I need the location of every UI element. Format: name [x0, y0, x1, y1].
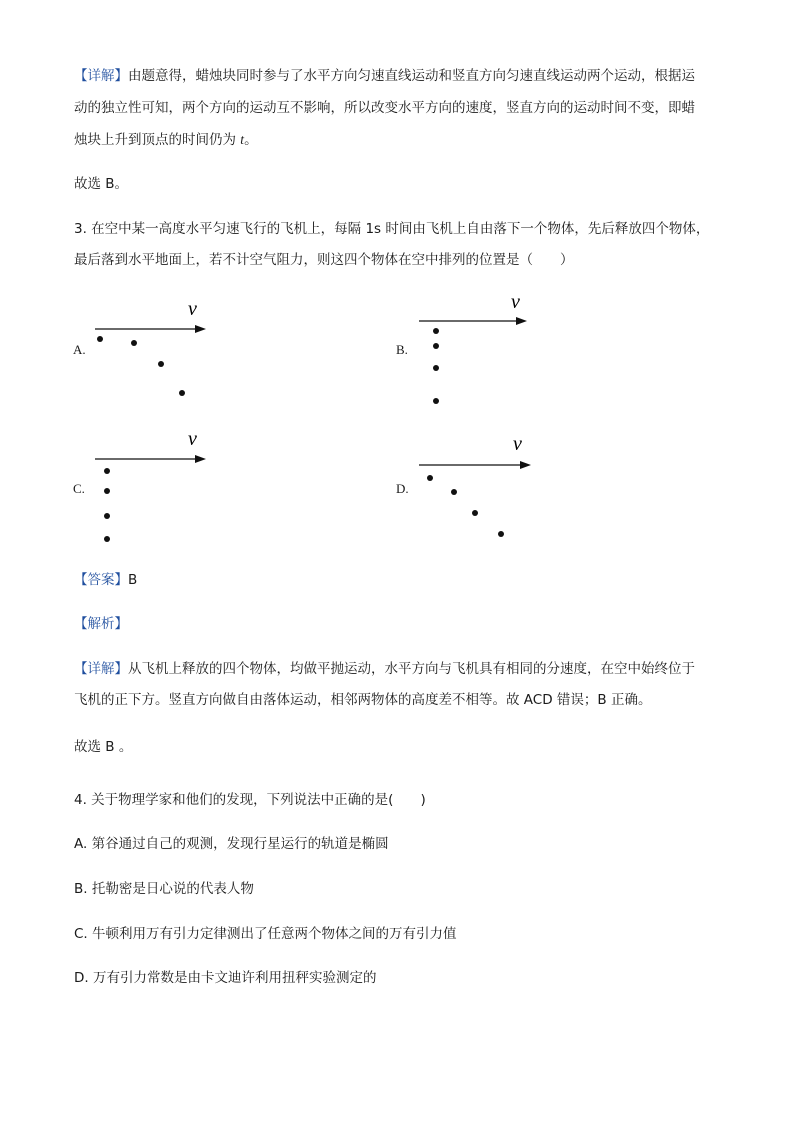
question-4-option-b: B. 托勒密是日心说的代表人物 [74, 881, 254, 897]
velocity-label: v [188, 298, 197, 320]
object-dot [433, 328, 439, 334]
object-dot [104, 536, 110, 542]
question-4-option-c: C. 牛顿利用万有引力定律测出了任意两个物体之间的万有引力值 [74, 926, 457, 942]
question-3-line-2: 最后落到水平地面上，若不计空气阻力，则这四个物体在空中排列的位置是（ ） [74, 252, 574, 268]
question-3-line-1: 3. 在空中某一高度水平匀速飞行的飞机上，每隔 1s 时间由飞机上自由落下一个物体，先后释放四个物体， [74, 221, 710, 237]
figure-a-label: A. [73, 342, 86, 357]
arrow-head-icon [195, 325, 206, 333]
variable-t: t [240, 132, 245, 147]
object-dot [433, 365, 439, 371]
detail-paragraph-1-line-3 [74, 130, 258, 150]
analysis-tag-text: 【解析】 [74, 616, 128, 632]
object-dot [104, 513, 110, 519]
object-dot [433, 343, 439, 349]
object-dot [104, 468, 110, 474]
object-dot [104, 488, 110, 494]
detail-paragraph-1-line-1 [74, 66, 695, 86]
figure-d-label: D. [396, 481, 409, 496]
detail-paragraph-2-line-2: 飞机的正下方。竖直方向做自由落体运动，相邻两物体的高度差不相等。故 ACD 错误；B 正确。 [74, 692, 652, 708]
arrow-head-icon [516, 317, 527, 325]
object-dot [451, 489, 457, 495]
question-4-stem: 4. 关于物理学家和他们的发现，下列说法中正确的是( ) [74, 792, 426, 808]
choice-line-1: 故选 B。 [74, 176, 129, 192]
velocity-label: v [513, 433, 522, 455]
question-4-option-a: A. 第谷通过自己的观测，发现行星运行的轨道是椭圆 [74, 836, 389, 852]
detail-text: 。 [244, 132, 258, 148]
velocity-label: v [188, 428, 197, 450]
answer-value: B [128, 572, 138, 588]
velocity-label: v [511, 291, 520, 313]
detail-text: 从飞机上释放的四个物体，均做平抛运动，水平方向与飞机具有相同的分速度，在空中始终位于 [128, 661, 695, 677]
figure-d [415, 430, 540, 545]
object-dot [97, 336, 103, 342]
object-dot [427, 475, 433, 481]
object-dot [131, 340, 137, 346]
object-dot [179, 390, 185, 396]
detail-paragraph-2-line-1 [74, 659, 695, 679]
figure-c-label: C. [73, 481, 85, 496]
figure-b-label: B. [396, 342, 408, 357]
detail-text: 烛块上升到顶点的时间仍为 [74, 132, 241, 148]
object-dot [158, 361, 164, 367]
arrow-head-icon [520, 461, 531, 469]
choice-line-2: 故选 B 。 [74, 739, 133, 755]
detail-tag: 【详解】 [74, 661, 128, 677]
figure-a [90, 295, 215, 405]
analysis-tag [74, 614, 128, 634]
object-dot [433, 398, 439, 404]
detail-tag: 【详解】 [74, 68, 128, 84]
detail-paragraph-1-line-2: 动的独立性可知，两个方向的运动互不影响，所以改变水平方向的速度，竖直方向的运动时间不变，即蜡 [74, 100, 695, 116]
figure-b [415, 288, 540, 413]
figure-c [90, 425, 215, 550]
arrow-head-icon [195, 455, 206, 463]
object-dot [472, 510, 478, 516]
question-4-option-d: D. 万有引力常数是由卡文迪许利用扭秤实验测定的 [74, 970, 377, 986]
detail-text: 由题意得，蜡烛块同时参与了水平方向匀速直线运动和竖直方向匀速直线运动两个运动，根据运 [128, 68, 695, 84]
answer-tag: 【答案】 [74, 572, 128, 588]
answer-line [74, 570, 137, 590]
object-dot [498, 531, 504, 537]
